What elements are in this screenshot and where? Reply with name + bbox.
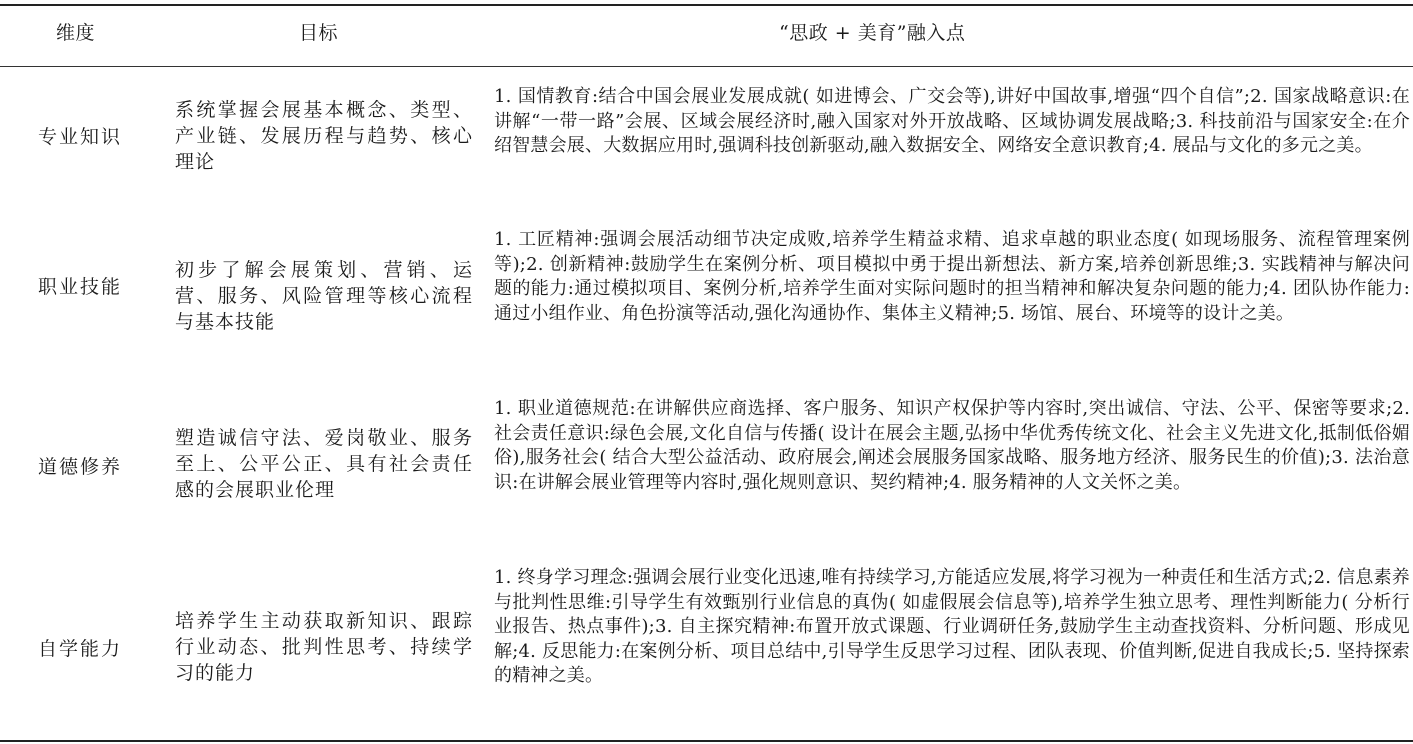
row-2-goal: 初步了解会展策划、营销、运营、服务、风险管理等核心流程与基本技能 <box>175 259 473 333</box>
header-goal: 目标 <box>299 22 339 44</box>
row-3-dimension: 道德修养 <box>38 456 123 478</box>
header-integration: “思政 + 美育”融入点 <box>779 22 966 44</box>
row-2-dimension: 职业技能 <box>38 276 123 298</box>
row-2-integration: 1. 工匠精神:强调会展活动细节决定成败,培养学生精益求精、追求卓越的职业态度( 如现场服务、流程管理案例等);2. 创新精神:鼓励学生在案例分析、项目模拟中勇于提出新想法、新方案,培养创新思维;3. 实践精神与解决问题的能力:通过模拟项目、案例分析,培养学生面对实际问题时的担当精神和解决复杂问题的能力;4. 团队协作能力:通过小组作业、角色扮演等活动,强化沟通协作、集体主义精神;5. 场馆、展台、环境等的设计之美。 <box>494 229 1410 324</box>
table-bottom-rule <box>0 740 1413 742</box>
row-3-goal: 塑造诚信守法、爱岗敬业、服务至上、公平公正、具有社会责任感的会展职业伦理 <box>175 427 473 501</box>
row-1-goal: 系统掌握会展基本概念、类型、产业链、发展历程与趋势、核心理论 <box>175 99 473 173</box>
row-1-integration: 1. 国情教育:结合中国会展业发展成就( 如进博会、广交会等),讲好中国故事,增强“四个自信”;2. 国家战略意识:在讲解“一带一路”会展、区域会展经济时,融入国家对外开放战略、区域协调发展战略;3. 科技前沿与国家安全:在介绍智慧会展、大数据应用时,强调科技创新驱动,融入数据安全、网络安全意识教育;4. 展品与文化的多元之美。 <box>494 86 1410 156</box>
row-4-integration: 1. 终身学习理念:强调会展行业变化迅速,唯有持续学习,方能适应发展,将学习视为一种责任和生活方式;2. 信息素养与批判性思维:引导学生有效甄别行业信息的真伪( 如虚假展会信息等),培养学生独立思考、理性判断能力( 分析行业报告、热点事件);3. 自主探究精神:布置开放式课题、行业调研任务,鼓励学生主动查找资料、分析问题、形成见解;4. 反思能力:在案例分析、项目总结中,引导学生反思学习过程、团队表现、价值判断,促进自我成长;5. 坚持探索的精神之美。 <box>494 567 1410 686</box>
row-4-dimension: 自学能力 <box>38 638 123 660</box>
header-dimension: 维度 <box>56 22 96 44</box>
row-1-dimension: 专业知识 <box>38 126 123 148</box>
row-4-goal: 培养学生主动获取新知识、跟踪行业动态、批判性思考、持续学习的能力 <box>175 610 473 684</box>
row-3-integration: 1. 职业道德规范:在讲解供应商选择、客户服务、知识产权保护等内容时,突出诚信、守法、公平、保密等要求;2. 社会责任意识:绿色会展,文化自信与传播( 设计在展会主题,弘扬中华优秀传统文化、社会主义先进文化,抵制低俗媚俗),服务社会( 结合大型公益活动、政府展会,阐述会展服务国家战略、服务地方经济、服务民生的价值);3. 法治意识:在讲解会展业管理等内容时,强化规则意识、契约精神;4. 服务精神的人文关怀之美。 <box>494 398 1410 493</box>
table-header-rule <box>0 66 1413 67</box>
table-top-rule <box>0 4 1413 6</box>
